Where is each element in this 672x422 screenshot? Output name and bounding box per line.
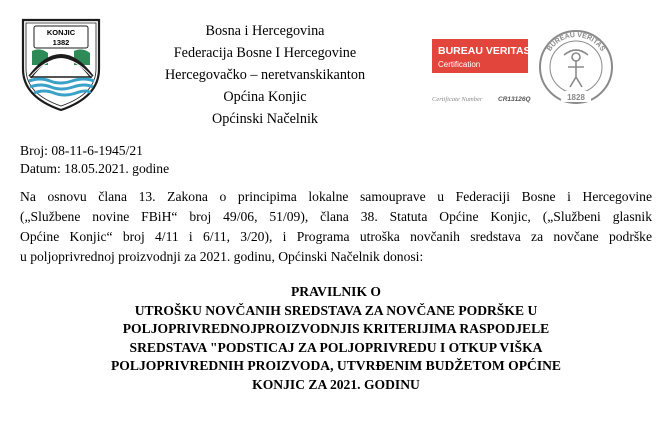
title-line: PRAVILNIK O xyxy=(290,284,381,299)
document-reference xyxy=(20,142,169,178)
bv-subtitle: Certification xyxy=(438,60,481,69)
intro-line: Općine Konjic“ broj 4/11 i 6/11, 3/20), i Programa utroška novčanih sredstava za novčane podrške xyxy=(20,229,652,244)
crest-year: 1382 xyxy=(52,38,70,47)
header-line-country: Bosna i Hercegovina xyxy=(205,23,325,39)
bv-certificate-label: Certificate Number xyxy=(432,96,483,103)
reference-date: Datum: 18.05.2021. godine xyxy=(20,161,170,176)
bv-certificate-number: CR13126Q xyxy=(498,96,531,103)
crest-name: KONJIC xyxy=(46,28,76,37)
title-line: SREDSTAVA "PODSTICAJ ZA POLJOPRIVREDU I OTKUP VIŠKA xyxy=(129,339,543,355)
intro-paragraph xyxy=(20,187,652,267)
bureau-veritas-certification-logo xyxy=(428,27,638,107)
bv-brand: BUREAU VERITAS xyxy=(438,45,531,57)
title-line: POLJOPRIVREDNIH PROIZVODA, UTVRĐENIM BUDŽETOM OPĆINE xyxy=(111,358,561,373)
reference-number: Broj: 08-11-6-1945/21 xyxy=(20,143,143,158)
header-line-federation: Federacija Bosne I Hercegovine xyxy=(173,45,357,61)
header-line-canton: Hercegovačko – neretvanskikanton xyxy=(164,67,366,83)
bv-seal-text: BUREAU VERITAS xyxy=(546,31,606,53)
document-title xyxy=(20,283,652,394)
intro-line: („Službene novine FBiH“ broj 49/06, 51/09), člana 38. Statuta Općine Konjic, („Službeni glasnik xyxy=(20,209,652,224)
title-line: UTROŠKU NOVČANIH SREDSTAVA ZA NOVČANE PODRŠKE U xyxy=(134,302,538,318)
bv-seal-year: 1828 xyxy=(567,93,585,102)
header-line-office: Općinski Načelnik xyxy=(212,111,318,127)
title-line: POLJOPRIVREDNOJPROIZVODNJIS KRITERIJIMA RASPODJELE xyxy=(122,321,550,336)
title-line: KONJIC ZA 2021. GODINU xyxy=(252,376,420,392)
header-line-municipality: Općina Konjic xyxy=(223,89,307,105)
institution-header xyxy=(120,20,410,130)
intro-line: u poljoprivrednoj proizvodnji za 2021. godinu, Općinski Načelnik donosi: xyxy=(20,249,424,264)
intro-line: Na osnovu člana 13. Zakona o principima lokalne samouprave u Federaciji Bosne i Hercegovine xyxy=(20,189,652,204)
konjic-crest-logo xyxy=(20,17,102,113)
